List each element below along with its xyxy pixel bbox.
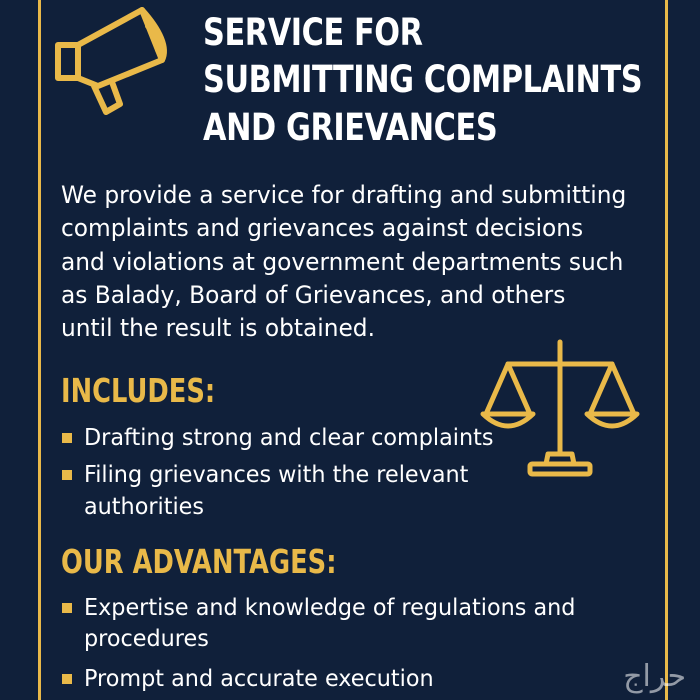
intro-line-2: complaints and grievances against decisions [61,214,584,242]
advantages-item-1-cont: procedures [84,626,209,652]
bullet-icon [62,433,72,443]
includes-item-2-cont: authorities [84,494,205,520]
title-line-3: AND GRIEVANCES [203,106,498,149]
title-line-1: SERVICE FOR [203,11,423,54]
advantages-item-2: Prompt and accurate execution [84,666,434,692]
includes-item-2: Filing grievances with the relevant [84,462,469,488]
includes-item-1: Drafting strong and clear complaints [84,425,494,451]
intro-line-3: and violations at government departments such [61,248,624,276]
title-line-2: SUBMITTING COMPLAINTS [203,58,643,101]
advantages-item-1: Expertise and knowledge of regulations and [84,595,576,621]
bullet-icon [62,603,72,613]
intro-line-4: as Balady, Board of Grievances, and others [61,281,566,309]
haraj-watermark: حراج [623,659,686,694]
bullet-icon [62,674,72,684]
intro-line-1: We provide a service for drafting and submitting [61,181,627,209]
megaphone-icon [50,0,180,120]
includes-heading: INCLUDES: [61,371,216,410]
bullet-icon [62,470,72,480]
advantages-heading: OUR ADVANTAGES: [61,542,337,581]
scales-of-justice-icon [480,338,640,488]
intro-line-5: until the result is obtained. [61,314,375,342]
